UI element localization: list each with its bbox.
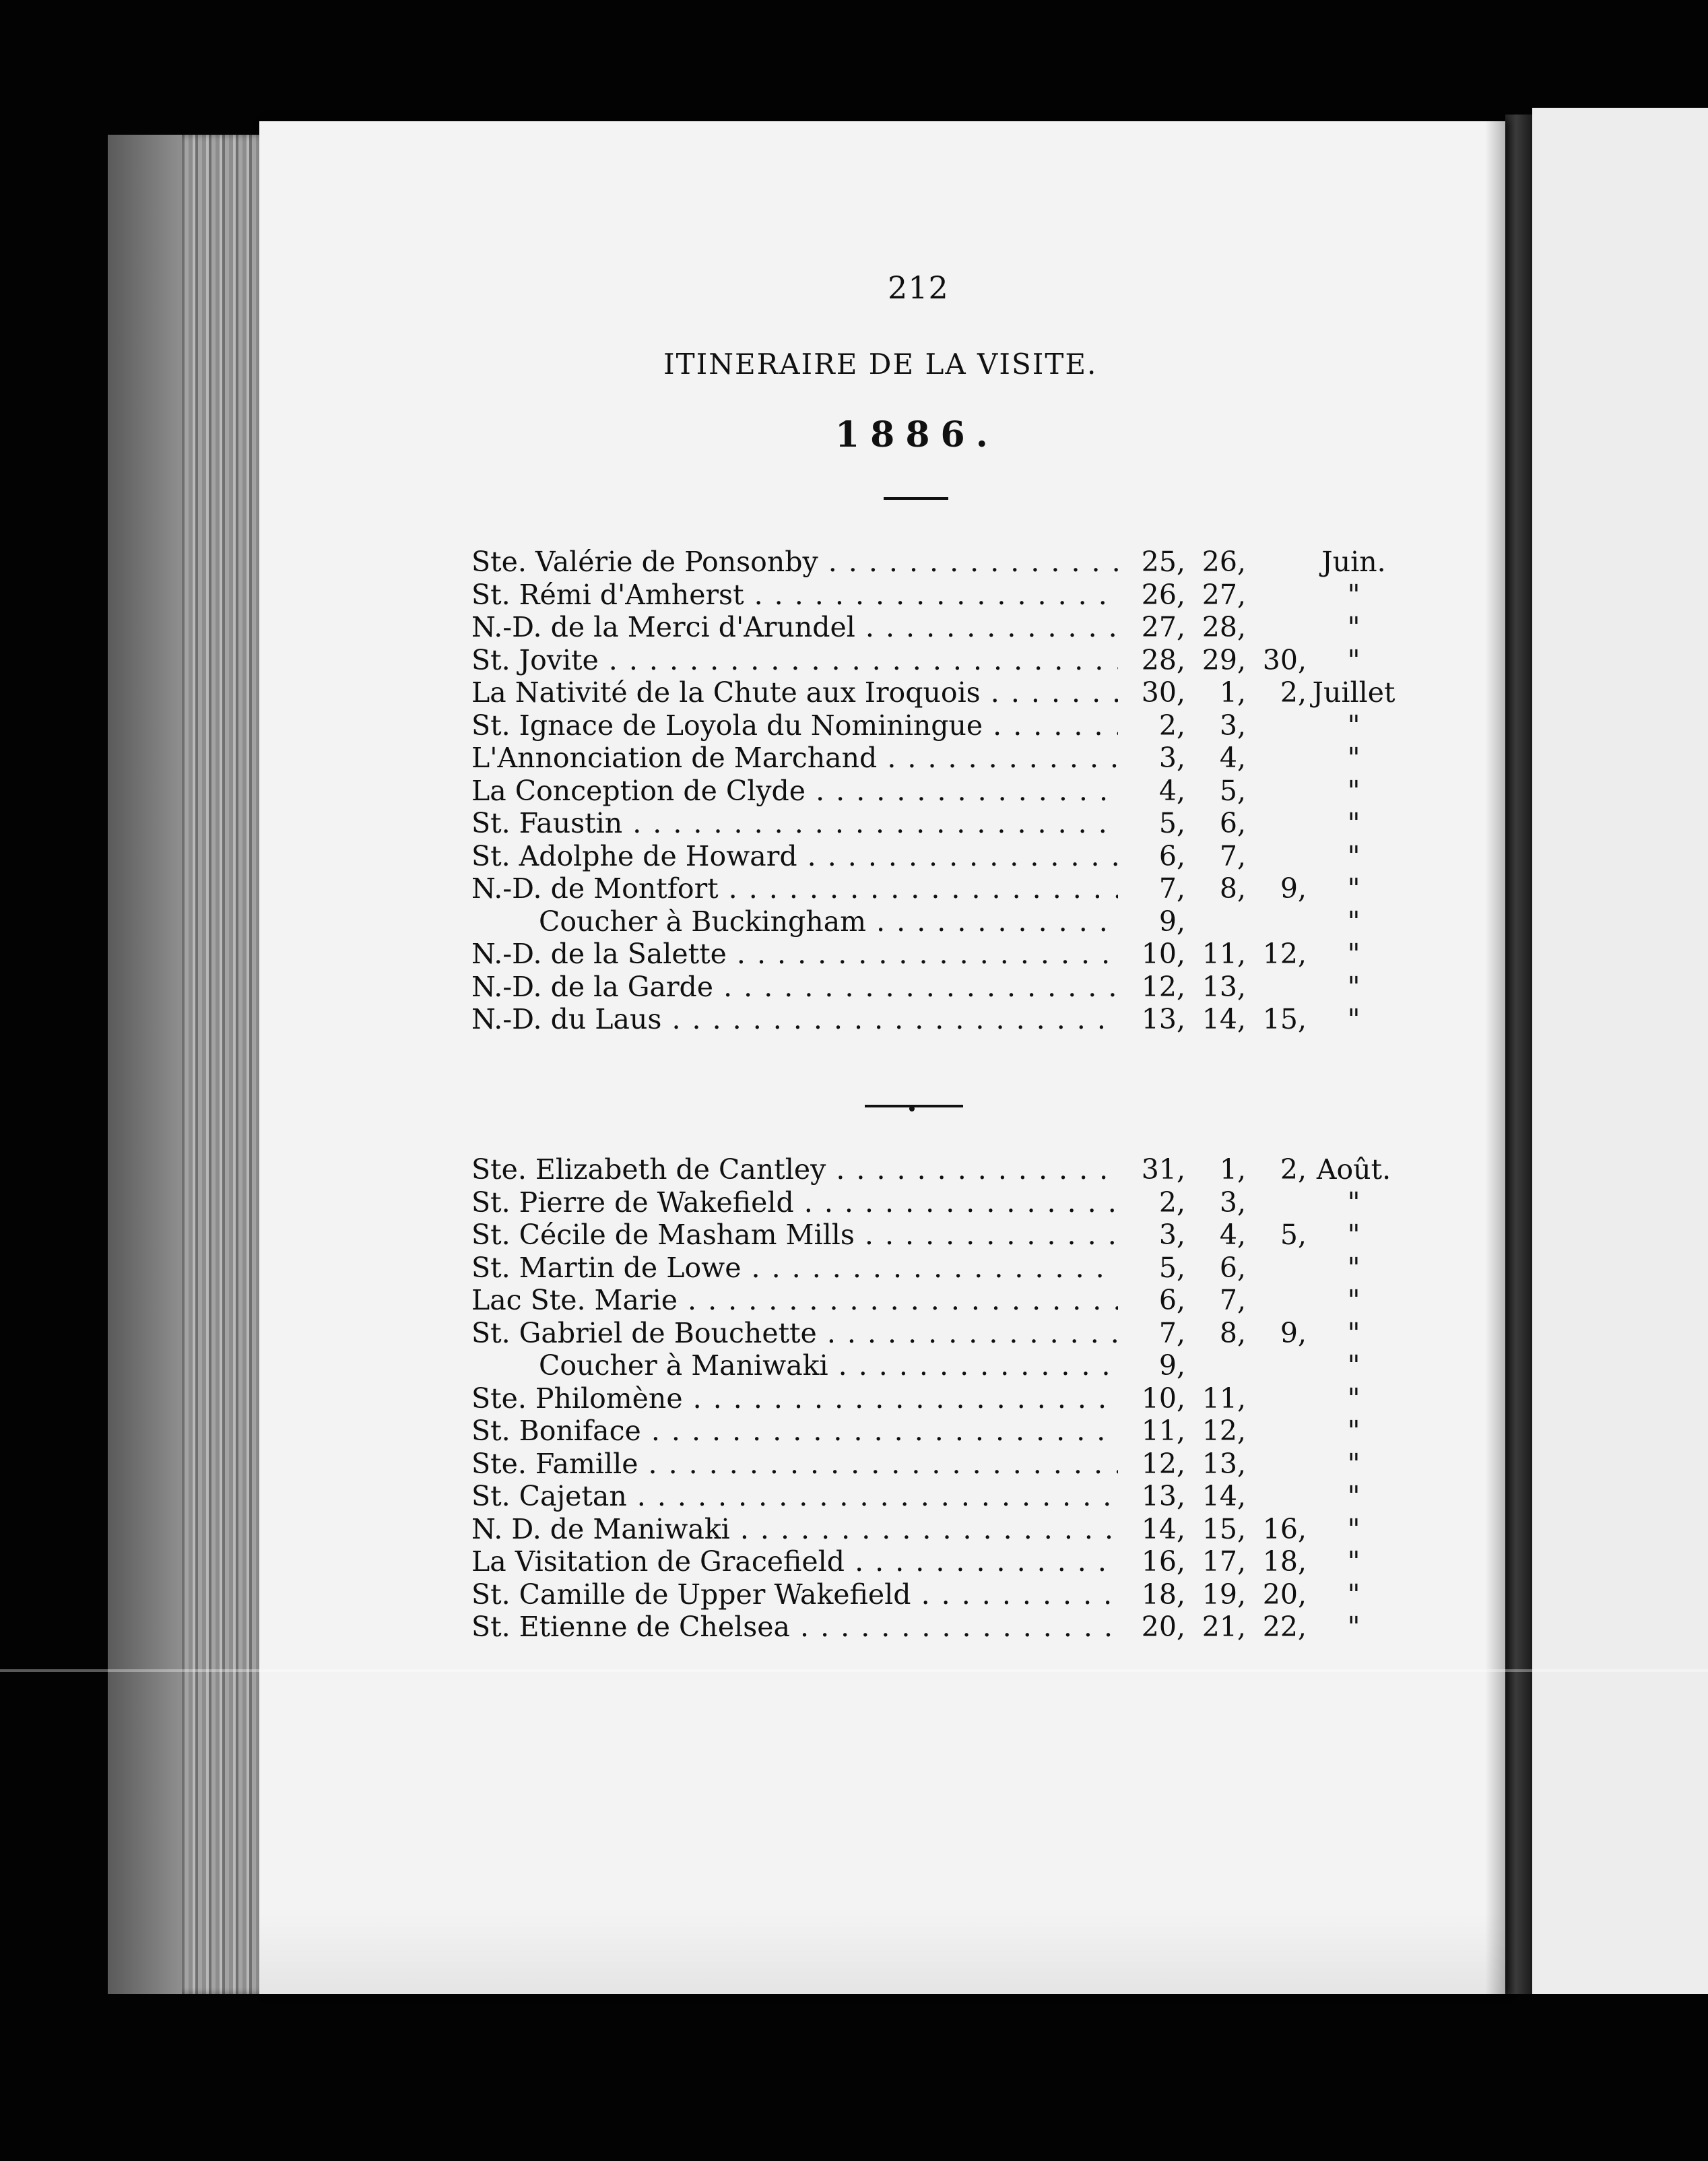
visit-month: " bbox=[1347, 905, 1360, 938]
year-heading: 1886. bbox=[835, 414, 999, 455]
itinerary-row bbox=[471, 1003, 1360, 1036]
parish-name: N.-D. de la Merci d'Arundel . . . bbox=[471, 611, 1118, 643]
visit-day: 12, bbox=[1202, 1415, 1246, 1447]
book-page bbox=[259, 121, 1505, 1994]
visit-day: 18, bbox=[1141, 1578, 1185, 1611]
visit-day: 28, bbox=[1141, 643, 1185, 676]
visit-month: " bbox=[1347, 1219, 1360, 1251]
page-shading bbox=[259, 1913, 1505, 1994]
page-title: ITINERAIRE DE LA VISITE. bbox=[663, 348, 1098, 381]
visit-month: " bbox=[1347, 1316, 1360, 1349]
visit-day: 8, bbox=[1219, 1316, 1246, 1349]
itinerary-row bbox=[471, 1480, 1360, 1513]
divider-dot bbox=[909, 1106, 915, 1111]
visit-day: 14, bbox=[1202, 1480, 1246, 1512]
parish-name: St. Gabriel de Bouchette . . . bbox=[471, 1317, 1118, 1349]
visit-month: " bbox=[1347, 1545, 1360, 1578]
parish-name: St. Cécile de Masham Mills . . . bbox=[471, 1219, 1118, 1251]
visit-day: 6, bbox=[1158, 839, 1185, 872]
itinerary-row bbox=[471, 1186, 1360, 1219]
visit-month: " bbox=[1347, 839, 1360, 872]
visit-day: 5, bbox=[1219, 774, 1246, 807]
itinerary-row bbox=[471, 971, 1360, 1004]
facing-page bbox=[1532, 108, 1708, 1994]
itinerary-row bbox=[471, 807, 1360, 840]
visit-month: " bbox=[1347, 1284, 1360, 1316]
visit-day: 2, bbox=[1280, 1153, 1307, 1186]
parish-name: Lac Ste. Marie . . . bbox=[471, 1284, 1118, 1316]
visit-day: 3, bbox=[1158, 1219, 1185, 1251]
itinerary-section-june-july bbox=[471, 546, 1395, 1036]
visit-month: " bbox=[1347, 1480, 1360, 1512]
itinerary-row bbox=[471, 611, 1360, 644]
itinerary-row bbox=[471, 1578, 1360, 1611]
visit-month: " bbox=[1347, 709, 1360, 742]
visit-day: 16, bbox=[1141, 1545, 1185, 1578]
parish-name: Ste. Philomène . . . bbox=[471, 1382, 1118, 1415]
visit-day: 12, bbox=[1262, 938, 1307, 970]
visit-day: 28, bbox=[1202, 611, 1246, 643]
itinerary-row bbox=[471, 840, 1360, 873]
section-divider bbox=[865, 1105, 963, 1107]
visit-day: 14, bbox=[1141, 1512, 1185, 1545]
parish-name: St. Boniface . . . bbox=[471, 1415, 1118, 1447]
visit-month: " bbox=[1347, 807, 1360, 839]
visit-month: " bbox=[1347, 1611, 1360, 1643]
visit-day: 8, bbox=[1219, 872, 1246, 905]
visit-day: 30, bbox=[1141, 676, 1185, 709]
visit-day: 5, bbox=[1158, 1251, 1185, 1284]
visit-month: " bbox=[1347, 1251, 1360, 1284]
visit-day: 17, bbox=[1202, 1545, 1246, 1578]
visit-day: 3, bbox=[1158, 742, 1185, 774]
itinerary-row bbox=[471, 938, 1360, 971]
visit-day: 30, bbox=[1262, 643, 1307, 676]
parish-name: St. Etienne de Chelsea . . . bbox=[471, 1611, 1118, 1643]
visit-day: 13, bbox=[1141, 1480, 1185, 1512]
visit-month: " bbox=[1347, 1186, 1360, 1219]
visit-month: " bbox=[1347, 1415, 1360, 1447]
itinerary-row bbox=[471, 1219, 1360, 1252]
visit-day: 11, bbox=[1141, 1415, 1185, 1447]
visit-day: 5, bbox=[1280, 1219, 1307, 1251]
itinerary-row bbox=[471, 1252, 1360, 1285]
visit-day: 25, bbox=[1141, 546, 1185, 578]
visit-day: 9, bbox=[1158, 1349, 1185, 1382]
visit-day: 15, bbox=[1262, 1003, 1307, 1035]
book-cover-edge bbox=[108, 135, 182, 1994]
visit-day: 29, bbox=[1202, 643, 1246, 676]
visit-day: 26, bbox=[1141, 578, 1185, 611]
parish-name: Ste. Elizabeth de Cantley . . . bbox=[471, 1153, 1118, 1186]
parish-name: St. Jovite . . . bbox=[471, 644, 1118, 676]
parish-name: St. Rémi d'Amherst . . . bbox=[471, 579, 1118, 611]
visit-day: 4, bbox=[1219, 742, 1246, 774]
itinerary-row bbox=[471, 742, 1360, 775]
itinerary-row bbox=[471, 1611, 1360, 1644]
visit-month: Août. bbox=[1316, 1153, 1391, 1186]
visit-day: 11, bbox=[1202, 938, 1246, 970]
itinerary-row bbox=[471, 1284, 1360, 1317]
itinerary-row bbox=[471, 676, 1395, 709]
visit-month: Juillet bbox=[1312, 676, 1395, 709]
visit-month: " bbox=[1347, 643, 1360, 676]
visit-day: 3, bbox=[1219, 1186, 1246, 1219]
parish-name: La Visitation de Gracefield . . . bbox=[471, 1545, 1118, 1578]
page-number: 212 bbox=[888, 269, 949, 306]
parish-name: L'Annonciation de Marchand . . . bbox=[471, 742, 1118, 774]
visit-day: 7, bbox=[1219, 1284, 1246, 1316]
visit-month: " bbox=[1347, 578, 1360, 611]
parish-name: St. Faustin . . . bbox=[471, 807, 1118, 839]
visit-day: 3, bbox=[1219, 709, 1246, 742]
parish-name: N.-D. de la Garde . . . bbox=[471, 971, 1118, 1003]
itinerary-row bbox=[471, 1153, 1391, 1186]
itinerary-row bbox=[471, 1545, 1360, 1578]
visit-day: 12, bbox=[1141, 970, 1185, 1003]
itinerary-row bbox=[471, 1349, 1360, 1382]
visit-day: 20, bbox=[1141, 1611, 1185, 1643]
parish-name: La Conception de Clyde . . . bbox=[471, 775, 1118, 807]
visit-day: 7, bbox=[1158, 1316, 1185, 1349]
visit-day: 10, bbox=[1141, 1382, 1185, 1415]
itinerary-row bbox=[471, 1513, 1360, 1546]
visit-month: " bbox=[1347, 742, 1360, 774]
visit-month: " bbox=[1347, 1003, 1360, 1035]
visit-day: 1, bbox=[1219, 1153, 1246, 1186]
visit-day: 22, bbox=[1262, 1611, 1307, 1643]
visit-day: 31, bbox=[1141, 1153, 1185, 1186]
visit-day: 13, bbox=[1202, 1447, 1246, 1480]
visit-day: 6, bbox=[1219, 1251, 1246, 1284]
visit-day: 2, bbox=[1158, 1186, 1185, 1219]
visit-month: " bbox=[1347, 774, 1360, 807]
itinerary-row bbox=[471, 709, 1360, 742]
visit-month: " bbox=[1347, 938, 1360, 970]
visit-month: " bbox=[1347, 1447, 1360, 1480]
visit-month: " bbox=[1347, 970, 1360, 1003]
parish-name: St. Adolphe de Howard . . . bbox=[471, 840, 1118, 872]
itinerary-row bbox=[471, 775, 1360, 808]
visit-month: " bbox=[1347, 1578, 1360, 1611]
visit-month: " bbox=[1347, 872, 1360, 905]
visit-day: 1, bbox=[1219, 676, 1246, 709]
visit-day: 9, bbox=[1280, 872, 1307, 905]
visit-day: 4, bbox=[1219, 1219, 1246, 1251]
visit-day: 12, bbox=[1141, 1447, 1185, 1480]
visit-day: 18, bbox=[1262, 1545, 1307, 1578]
visit-day: 4, bbox=[1158, 774, 1185, 807]
parish-name: N.-D. du Laus . . . bbox=[471, 1003, 1118, 1035]
visit-month: " bbox=[1347, 1382, 1360, 1415]
parish-name: N.-D. de la Salette . . . bbox=[471, 938, 1118, 970]
itinerary-row bbox=[471, 1448, 1360, 1481]
parish-name: St. Camille de Upper Wakefield . . . bbox=[471, 1578, 1118, 1611]
visit-day: 6, bbox=[1219, 807, 1246, 839]
parish-name: St. Pierre de Wakefield . . . bbox=[471, 1186, 1118, 1219]
visit-day: 9, bbox=[1158, 905, 1185, 938]
visit-day: 20, bbox=[1262, 1578, 1307, 1611]
visit-day: 21, bbox=[1202, 1611, 1246, 1643]
visit-day: 2, bbox=[1158, 709, 1185, 742]
itinerary-row bbox=[471, 1382, 1360, 1415]
visit-day: 27, bbox=[1202, 578, 1246, 611]
itinerary-row bbox=[471, 905, 1360, 938]
itinerary-row bbox=[471, 872, 1360, 905]
itinerary-row bbox=[471, 1317, 1360, 1350]
visit-day: 7, bbox=[1219, 839, 1246, 872]
visit-month: " bbox=[1347, 611, 1360, 643]
parish-name: N. D. de Maniwaki . . . bbox=[471, 1513, 1118, 1545]
parish-name: Coucher à Maniwaki . . . bbox=[539, 1349, 1118, 1382]
parish-name: N.-D. de Montfort . . . bbox=[471, 872, 1118, 905]
parish-name: Ste. Famille . . . bbox=[471, 1448, 1118, 1480]
visit-day: 19, bbox=[1202, 1578, 1246, 1611]
itinerary-row bbox=[471, 579, 1360, 612]
visit-day: 13, bbox=[1141, 1003, 1185, 1035]
visit-day: 6, bbox=[1158, 1284, 1185, 1316]
page-shadow bbox=[1485, 121, 1505, 1994]
visit-month: " bbox=[1347, 1349, 1360, 1382]
parish-name: Ste. Valérie de Ponsonby . . . bbox=[471, 546, 1118, 578]
visit-day: 11, bbox=[1202, 1382, 1246, 1415]
visit-day: 9, bbox=[1280, 1316, 1307, 1349]
parish-name: St. Martin de Lowe . . . bbox=[471, 1252, 1118, 1284]
visit-day: 7, bbox=[1158, 872, 1185, 905]
section-divider bbox=[884, 497, 948, 500]
book-gutter bbox=[1505, 115, 1532, 1994]
visit-day: 5, bbox=[1158, 807, 1185, 839]
visit-day: 16, bbox=[1262, 1512, 1307, 1545]
visit-day: 13, bbox=[1202, 970, 1246, 1003]
itinerary-section-august bbox=[471, 1153, 1391, 1644]
visit-day: 14, bbox=[1202, 1003, 1246, 1035]
parish-name: St. Ignace de Loyola du Nominingue . . . bbox=[471, 709, 1118, 742]
visit-day: 2, bbox=[1280, 676, 1307, 709]
parish-name: St. Cajetan . . . bbox=[471, 1480, 1118, 1512]
visit-month: Juin. bbox=[1321, 546, 1386, 578]
scan-artifact-line bbox=[0, 1669, 1708, 1672]
itinerary-row bbox=[471, 546, 1386, 579]
visit-month: " bbox=[1347, 1512, 1360, 1545]
visit-day: 27, bbox=[1141, 611, 1185, 643]
visit-day: 15, bbox=[1202, 1512, 1246, 1545]
visit-day: 10, bbox=[1141, 938, 1185, 970]
itinerary-row bbox=[471, 644, 1360, 677]
visit-day: 26, bbox=[1202, 546, 1246, 578]
parish-name: La Nativité de la Chute aux Iroquois . . . bbox=[471, 676, 1118, 709]
itinerary-row bbox=[471, 1415, 1360, 1448]
parish-name: Coucher à Buckingham . . . bbox=[539, 905, 1118, 938]
